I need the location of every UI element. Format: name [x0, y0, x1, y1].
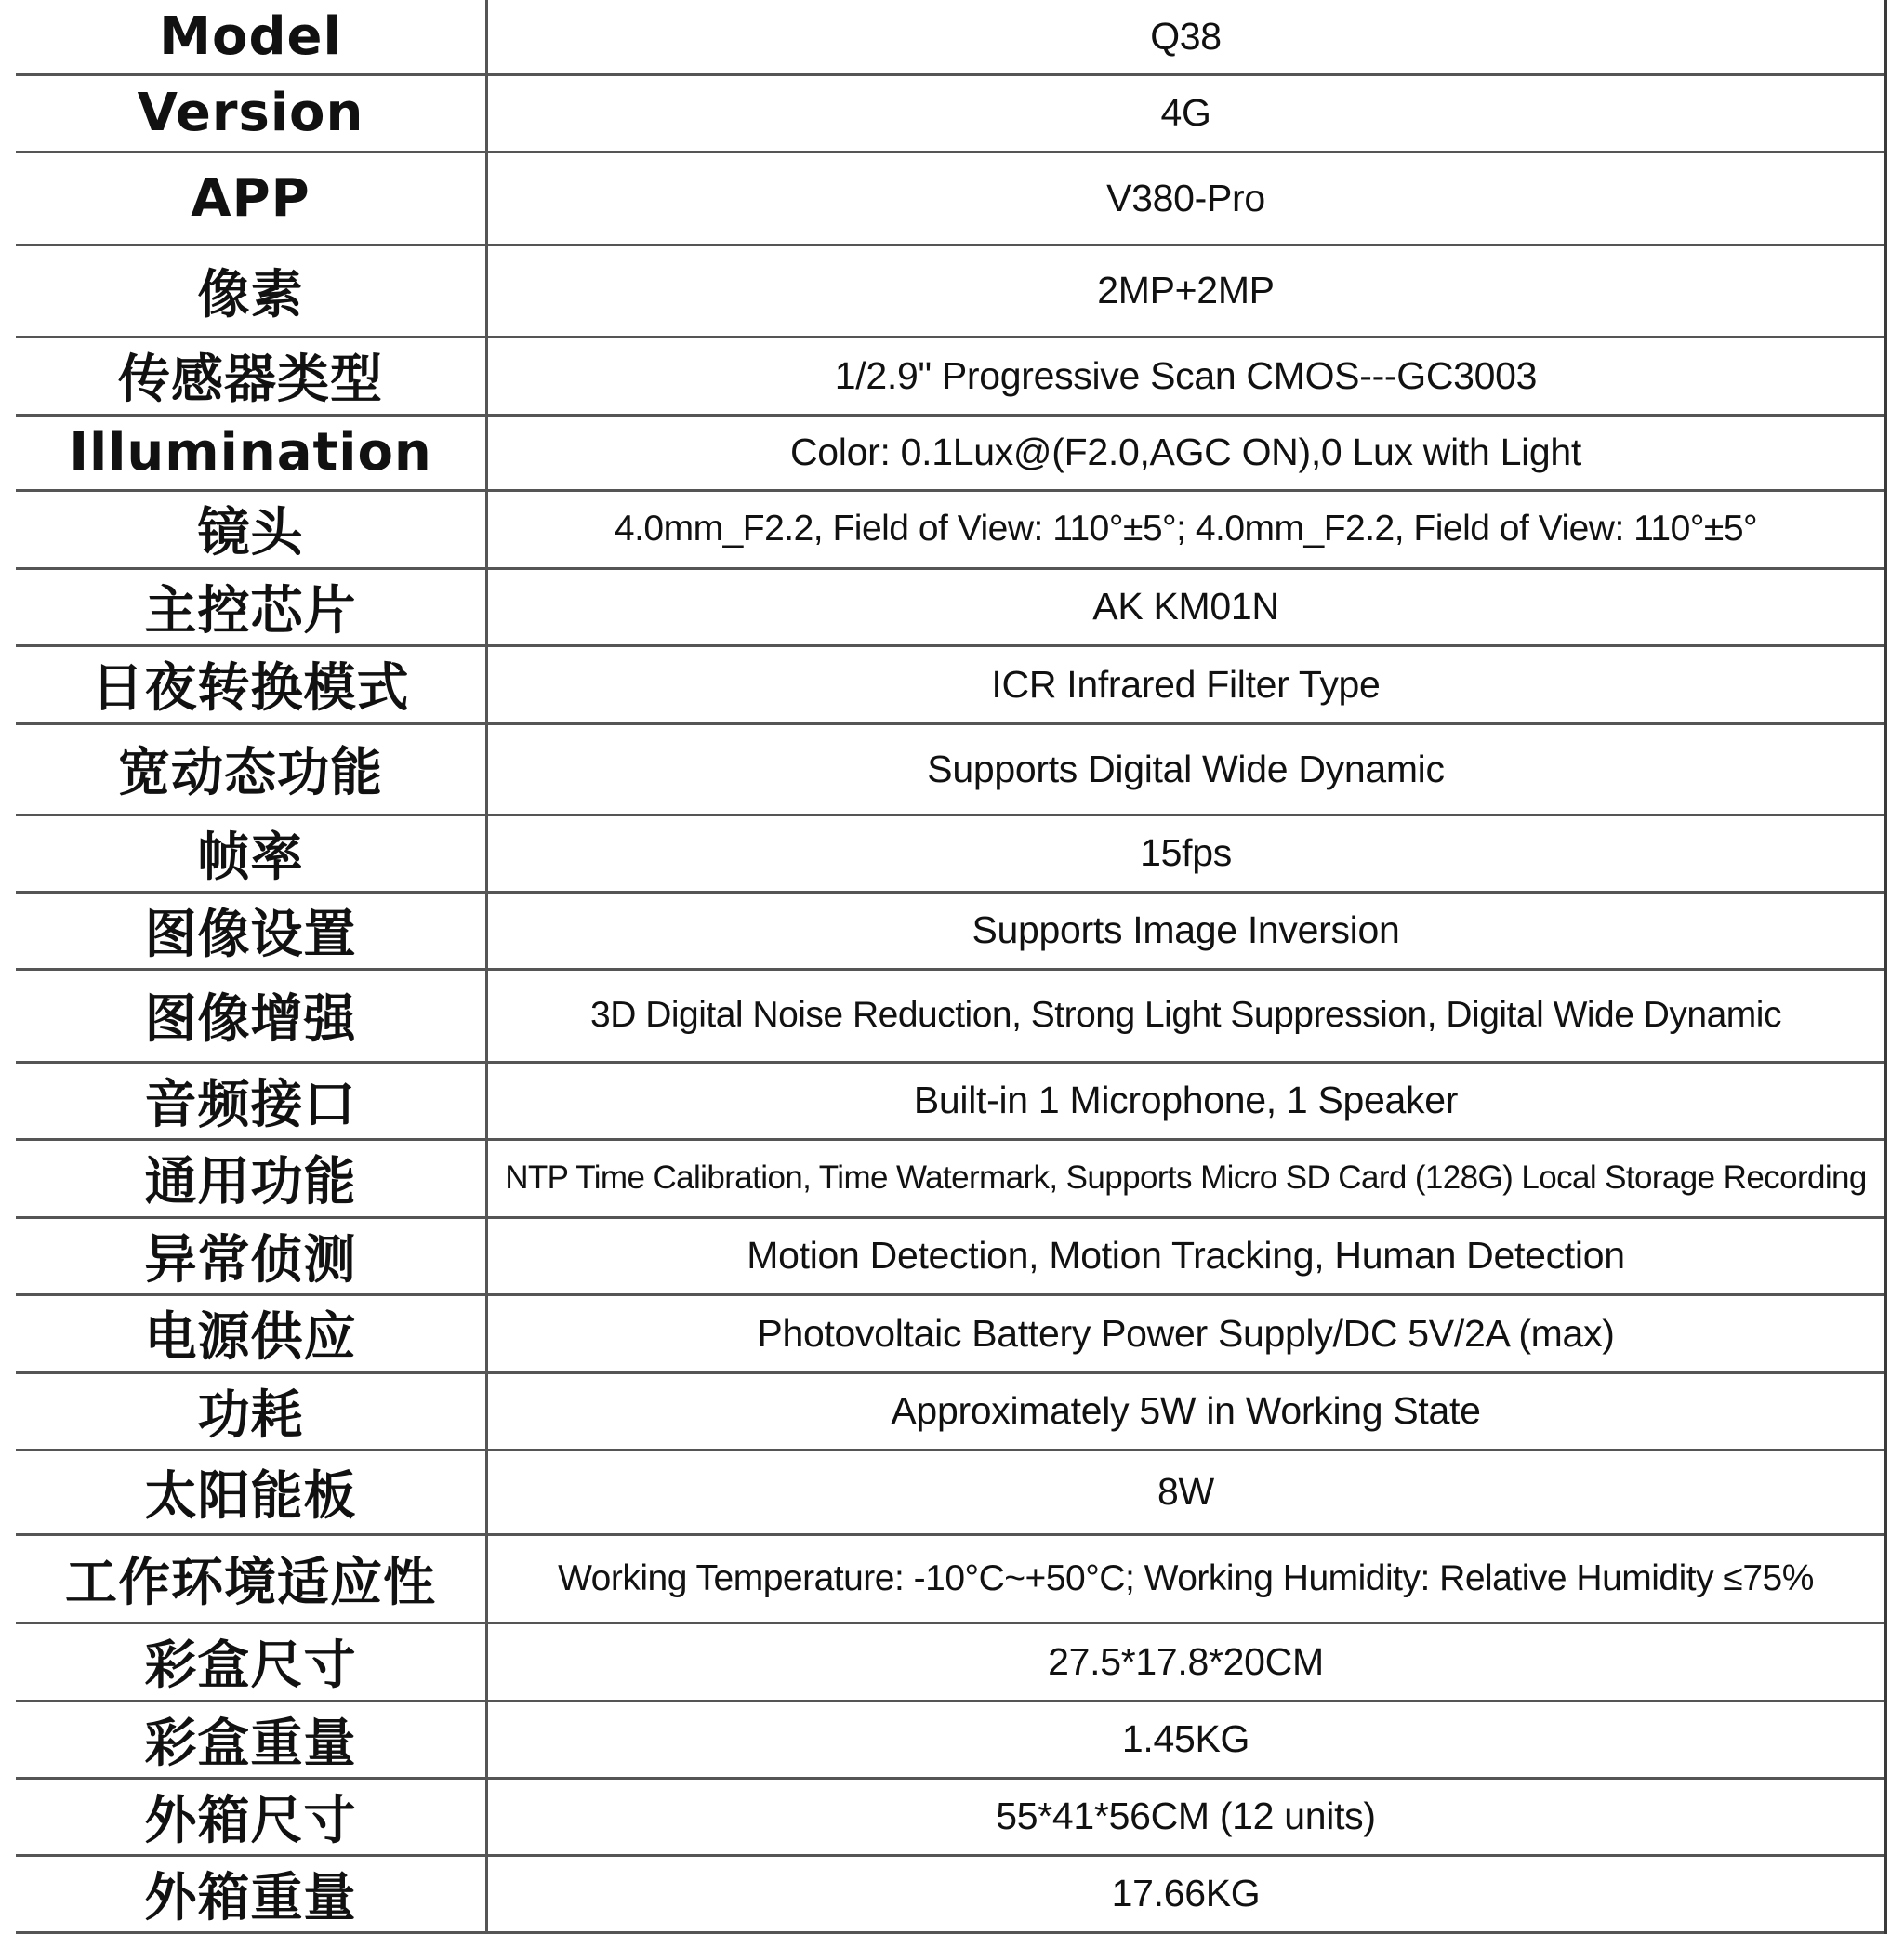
row-label: 宽动态功能	[16, 723, 487, 815]
row-label: 帧率	[16, 815, 487, 892]
row-label: 主控芯片	[16, 568, 487, 645]
row-value: Approximately 5W in Working State	[487, 1372, 1886, 1450]
row-value: Color: 0.1Lux@(F2.0,AGC ON),0 Lux with Light	[487, 415, 1886, 490]
table-row	[16, 892, 1885, 969]
table-row	[16, 815, 1885, 892]
table-row	[16, 1450, 1885, 1534]
row-value: Supports Image Inversion	[487, 892, 1886, 969]
row-value: Supports Digital Wide Dynamic	[487, 723, 1886, 815]
table-row	[16, 1294, 1885, 1372]
table-row	[16, 490, 1885, 568]
row-label: 太阳能板	[16, 1450, 487, 1534]
row-value: 4G	[487, 74, 1886, 152]
row-value: 1/2.9" Progressive Scan CMOS---GC3003	[487, 337, 1886, 415]
row-label: Illumination	[16, 415, 487, 490]
table-row	[16, 1062, 1885, 1139]
row-label: 工作环境适应性	[16, 1534, 487, 1623]
table-row	[16, 1701, 1885, 1778]
table-row	[16, 645, 1885, 723]
row-label: 外箱重量	[16, 1855, 487, 1932]
row-label: 功耗	[16, 1372, 487, 1450]
table-row	[16, 723, 1885, 815]
table-row	[16, 1217, 1885, 1294]
table-row	[16, 337, 1885, 415]
row-label: 外箱尺寸	[16, 1778, 487, 1855]
table-row	[16, 1623, 1885, 1701]
row-label: 通用功能	[16, 1139, 487, 1217]
table-row	[16, 152, 1885, 245]
row-label: 彩盒尺寸	[16, 1623, 487, 1701]
row-label: 像素	[16, 245, 487, 337]
table-row	[16, 1778, 1885, 1855]
table-row	[16, 1855, 1885, 1932]
row-value: Q38	[487, 0, 1886, 74]
row-value: 3D Digital Noise Reduction, Strong Light Suppression, Digital Wide Dynamic	[487, 969, 1886, 1062]
row-label: 图像设置	[16, 892, 487, 969]
row-value: Built-in 1 Microphone, 1 Speaker	[487, 1062, 1886, 1139]
row-label: 异常侦测	[16, 1217, 487, 1294]
row-value: 1.45KG	[487, 1701, 1886, 1778]
table-row	[16, 0, 1885, 74]
row-label: Model	[16, 0, 487, 74]
table-row	[16, 568, 1885, 645]
row-value: AK KM01N	[487, 568, 1886, 645]
row-value: ICR Infrared Filter Type	[487, 645, 1886, 723]
row-label: 日夜转换模式	[16, 645, 487, 723]
row-value: 55*41*56CM (12 units)	[487, 1778, 1886, 1855]
row-value: V380-Pro	[487, 152, 1886, 245]
row-value: Motion Detection, Motion Tracking, Human Detection	[487, 1217, 1886, 1294]
row-value: 15fps	[487, 815, 1886, 892]
row-label: 图像增强	[16, 969, 487, 1062]
row-value: Working Temperature: -10°C~+50°C; Working Humidity: Relative Humidity ≤75%	[487, 1534, 1886, 1623]
table-row	[16, 1372, 1885, 1450]
table-row	[16, 245, 1885, 337]
row-value: Photovoltaic Battery Power Supply/DC 5V/2A (max)	[487, 1294, 1886, 1372]
spec-table	[16, 0, 1887, 1934]
row-value: 27.5*17.8*20CM	[487, 1623, 1886, 1701]
row-label: 镜头	[16, 490, 487, 568]
table-row	[16, 1534, 1885, 1623]
row-value: NTP Time Calibration, Time Watermark, Supports Micro SD Card (128G) Local Storage Recording	[487, 1139, 1886, 1217]
row-value: 17.66KG	[487, 1855, 1886, 1932]
row-label: APP	[16, 152, 487, 245]
row-value: 4.0mm_F2.2, Field of View: 110°±5°; 4.0mm_F2.2, Field of View: 110°±5°	[487, 490, 1886, 568]
table-row	[16, 969, 1885, 1062]
table-row	[16, 1139, 1885, 1217]
row-value: 8W	[487, 1450, 1886, 1534]
row-label: 电源供应	[16, 1294, 487, 1372]
table-row	[16, 74, 1885, 152]
row-label: Version	[16, 74, 487, 152]
table-row	[16, 415, 1885, 490]
row-label: 传感器类型	[16, 337, 487, 415]
row-value: 2MP+2MP	[487, 245, 1886, 337]
row-label: 彩盒重量	[16, 1701, 487, 1778]
row-label: 音频接口	[16, 1062, 487, 1139]
